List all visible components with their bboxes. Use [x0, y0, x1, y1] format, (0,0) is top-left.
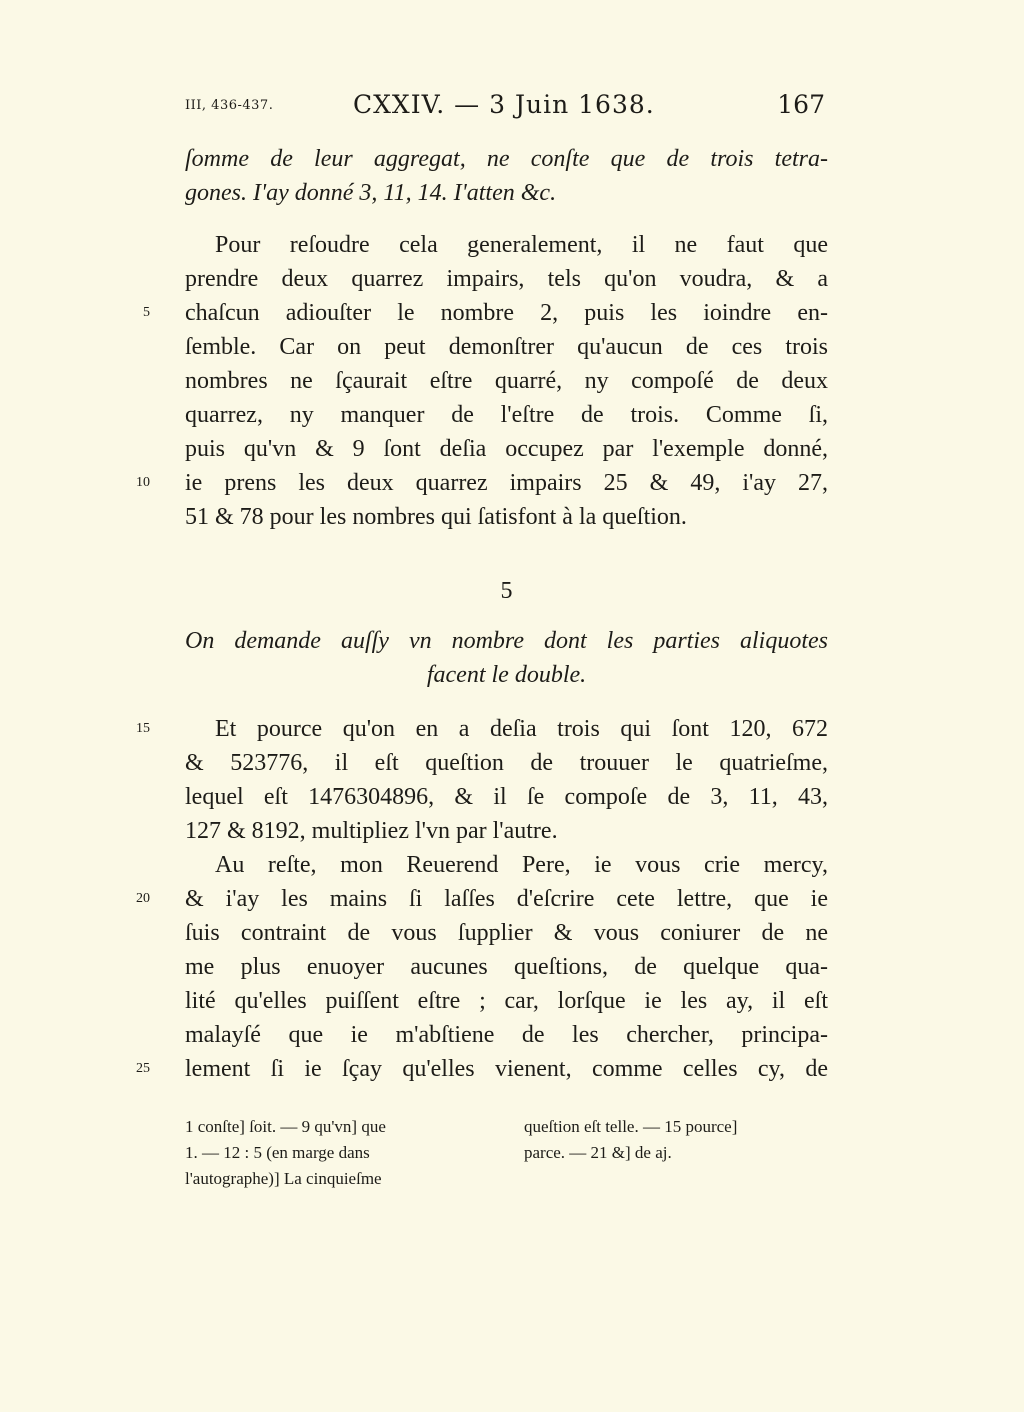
text-line: lement ſi ie ſçay qu'elles vienent, comme celles cy, de — [185, 1056, 828, 1082]
text-line: Au reſte, mon Reuerend Pere, ie vous crie mercy, — [215, 852, 828, 878]
text-line: ſuis contraint de vous ſupplier & vous coniurer de ne — [185, 920, 828, 946]
text-line: & 523776, il eſt queſtion de trouuer le quatrieſme, — [185, 750, 828, 776]
text-line: nombres ne ſçaurait eſtre quarré, ny compoſé de deux — [185, 368, 828, 394]
page-number: 167 — [777, 90, 825, 119]
text-line: chaſcun adiouſter le nombre 2, puis les ioindre en- — [185, 300, 828, 326]
footnote-line: 1 conſte] ſoit. — 9 qu'vn] que — [185, 1117, 386, 1136]
footnote-line: queſtion eſt telle. — 15 pource] — [524, 1117, 738, 1136]
text-line: On demande auſſy vn nombre dont les parties aliquotes — [185, 628, 828, 654]
text-line: me plus enuoyer aucunes queſtions, de quelque qua- — [185, 954, 828, 980]
text-line: ſemble. Car on peut demonſtrer qu'aucun de ces trois — [185, 334, 828, 360]
text-line: ſomme de leur aggregat, ne conſte que de trois tetra- — [185, 146, 828, 172]
text-line: facent le double. — [426, 662, 587, 688]
footnote-line: 1. — 12 : 5 (en marge dans — [185, 1143, 370, 1162]
text-line: lequel eſt 1476304896, & il ſe compoſe de 3, 11, 43, — [185, 784, 828, 810]
text-line: prendre deux quarrez impairs, tels qu'on voudra, & a — [185, 266, 828, 292]
line-number: 5 — [143, 305, 150, 320]
text-line: gones. I'ay donné 3, 11, 14. I'atten &c. — [185, 180, 557, 206]
line-number: 15 — [136, 721, 150, 736]
text-line: quarrez, ny manquer de l'eſtre de trois. Comme ſi, — [185, 402, 828, 428]
text-line: puis qu'vn & 9 ſont deſia occupez par l'exemple donné, — [185, 436, 828, 462]
footnotes-right-column — [524, 1114, 829, 1166]
text-line: ie prens les deux quarrez impairs 25 & 49, i'ay 27, — [185, 470, 828, 496]
text-line: Et pource qu'on en a deſia trois qui ſont 120, 672 — [215, 716, 828, 742]
line-number: 25 — [136, 1061, 150, 1076]
text-line: 51 & 78 pour les nombres qui ſatisfont à la queſtion. — [185, 504, 687, 530]
text-line: lité qu'elles puiſſent eſtre ; car, lorſque ie les ay, il eſt — [185, 988, 828, 1014]
text-line: Pour reſoudre cela generalement, il ne faut que — [215, 232, 828, 258]
running-header — [185, 88, 825, 128]
text-line: & i'ay les mains ſi laſſes d'eſcrire cete lettre, que ie — [185, 886, 828, 912]
footnote-line: parce. — 21 &] de aj. — [524, 1143, 672, 1162]
letter-title: CXXIV. — 3 Juin 1638. — [353, 90, 655, 119]
text-line: 127 & 8192, multipliez l'vn par l'autre. — [185, 818, 558, 844]
line-number: 10 — [136, 475, 150, 490]
footnote-line: l'autographe)] La cinquieſme — [185, 1169, 382, 1188]
text-line: 5 — [500, 578, 513, 604]
text-line: malayſé que ie m'abſtiene de les chercher, principa- — [185, 1022, 828, 1048]
line-number: 20 — [136, 891, 150, 906]
footnotes-left-column — [185, 1114, 490, 1192]
volume-reference: III, 436-437. — [185, 98, 274, 113]
